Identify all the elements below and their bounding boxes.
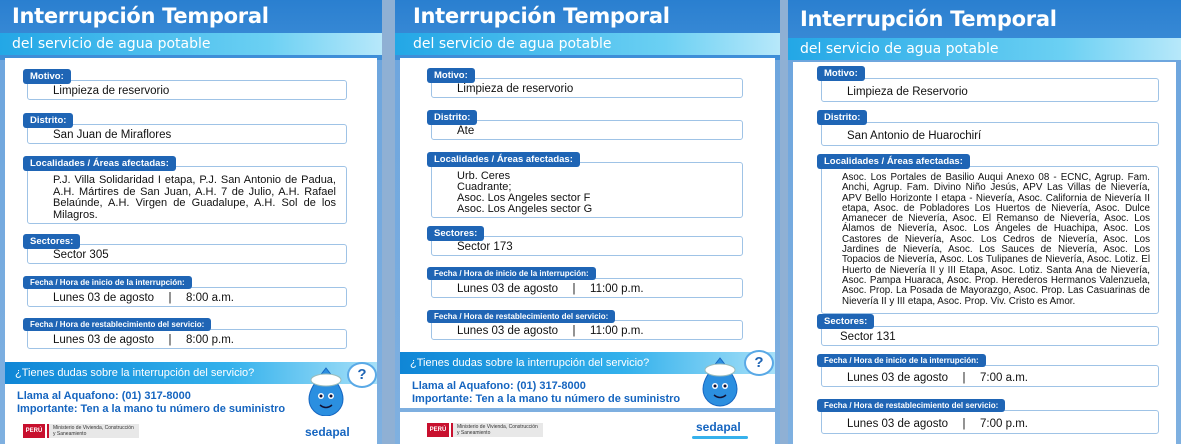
help-question: ¿Tienes dudas sobre la interrupción del servicio? <box>5 362 377 384</box>
question-bubble-icon: ? <box>347 362 377 388</box>
restab-date: Lunes 03 de agosto <box>847 418 949 430</box>
motivo-label: Motivo: <box>427 68 475 83</box>
separator: | <box>962 372 966 384</box>
aquafono-line: Llama al Aquafono: (01) 317-8000 <box>17 390 191 402</box>
question-bubble-icon: ? <box>744 350 774 376</box>
notice-panel-ate <box>395 0 780 444</box>
localidades-label: Localidades / Áreas afectadas: <box>23 156 176 171</box>
suministro-line: Importante: Ten a la mano tu número de suministro <box>412 393 681 405</box>
inicio-time: 7:00 a.m. <box>980 372 1028 384</box>
ministry-logo: Ministerio de Vivienda, Construcción y Saneamiento <box>47 424 139 438</box>
notice-card <box>400 58 775 352</box>
localidad-item: Cuadrante; <box>457 181 512 193</box>
water-drop-mascot-icon <box>303 366 349 418</box>
motivo-value: Limpieza de reservorio <box>431 78 743 98</box>
sedapal-wave-icon <box>692 436 748 439</box>
footer <box>5 416 377 444</box>
restablecimiento-value <box>27 329 347 349</box>
restablecimiento-label: Fecha / Hora de restablecimiento del servicio: <box>23 318 211 331</box>
distrito-value: San Antonio de Huarochirí <box>821 122 1159 146</box>
inicio-value <box>27 287 347 307</box>
separator: | <box>572 283 576 295</box>
sedapal-logo: sedapal <box>696 420 741 434</box>
separator: | <box>572 325 576 337</box>
notice-panel-huarochiri <box>788 0 1181 444</box>
separator: | <box>168 334 172 346</box>
aquafono-line: Llama al Aquafono: (01) 317-8000 <box>412 380 586 392</box>
localidades-label: Localidades / Áreas afectadas: <box>427 152 580 167</box>
help-box <box>400 352 775 408</box>
sectores-label: Sectores: <box>427 226 484 241</box>
help-box <box>5 362 377 418</box>
sectores-value: Sector 131 <box>821 326 1159 346</box>
panel-title: Interrupción Temporal <box>12 4 269 28</box>
localidades-label: Localidades / Áreas afectadas: <box>817 154 970 169</box>
ministry-logo: Ministerio de Vivienda, Construcción y Saneamiento <box>451 423 543 437</box>
restab-time: 7:00 p.m. <box>980 418 1028 430</box>
localidades-value: P.J. Villa Solidaridad I etapa, P.J. San Antonio de Padua, A.H. Mártires de San Juan, A.H. 7 de Julio, A.H. Rafael Belaúnde, A.H. Virgen de Guadalupe, A.H. Sol de los Milagros. <box>27 166 347 224</box>
notice-panel-san-juan <box>0 0 382 444</box>
restablecimiento-label: Fecha / Hora de restablecimiento del servicio: <box>817 399 1005 412</box>
restablecimiento-value <box>821 410 1159 434</box>
panel-subtitle: del servicio de agua potable <box>413 36 612 52</box>
sedapal-logo: sedapal <box>305 425 350 439</box>
sectores-value: Sector 173 <box>431 236 743 256</box>
sectores-label: Sectores: <box>817 314 874 329</box>
panel-title: Interrupción Temporal <box>413 4 670 28</box>
motivo-value: Limpieza de Reservorio <box>821 78 1159 102</box>
restablecimiento-label: Fecha / Hora de restablecimiento del servicio: <box>427 310 615 323</box>
separator: | <box>168 292 172 304</box>
sectores-label: Sectores: <box>23 234 80 249</box>
peru-logo: PERÚ <box>23 424 45 438</box>
restab-date: Lunes 03 de agosto <box>457 325 559 337</box>
separator: | <box>962 418 966 430</box>
inicio-date: Lunes 03 de agosto <box>53 292 155 304</box>
localidades-value <box>431 162 743 218</box>
localidades-value: Asoc. Los Portales de Basilio Auqui Anexo 08 - ECNC, Agrup. Fam. Anchi, Agrup. Fam. Divino Niño Jesús, APV Las Villas de Nievería, APV Bello Horizonte I etapa - Nievería, Asoc. California de Nievería II etapa, Asoc. de Pobladores Los Huertos de Nievería, Asoc. Dulce Amanecer de Nievería, Asoc. El Remanso de Nievería, Asoc. Los Álamos de Nievería, Asoc. Los Ángeles de Huachipa, Asoc. Los Castores de Nievería, Asoc. Los Cedros de Nievería, Asoc. Los Jardines de Nievería, Asoc. Los Sauces de Nievería, Asoc. Los Topacios de Nievería, Asoc. Los Tulipanes de Nievería, Asoc. Lotiz. El Huerto de Nievería II y III Etapa, Asoc. Lotiz. Santa Ana de Nievería, Asoc. Pampa Huaraca, Asoc. Prop. Herederos Hermanos Valenzuela, Asoc. Prop. La Posada de Mayorazgo, Asoc. Prop. Las Casuarinas de Nievería II y III etapa, Asoc. Prop. Viv. Cristo es Amor. <box>821 166 1159 314</box>
inicio-value <box>821 365 1159 387</box>
localidad-item: Asoc. Los Angeles sector G <box>457 203 593 215</box>
distrito-label: Distrito: <box>427 110 477 125</box>
panel-title: Interrupción Temporal <box>800 7 1057 31</box>
distrito-label: Distrito: <box>23 113 73 128</box>
distrito-value: Ate <box>431 120 743 140</box>
restablecimiento-value <box>431 320 743 340</box>
restab-time: 8:00 p.m. <box>186 334 234 346</box>
distrito-label: Distrito: <box>817 110 867 125</box>
water-drop-mascot-icon <box>697 356 743 408</box>
motivo-label: Motivo: <box>817 66 865 81</box>
inicio-time: 11:00 p.m. <box>590 283 644 295</box>
distrito-value: San Juan de Miraflores <box>27 124 347 144</box>
inicio-label: Fecha / Hora de inicio de la interrupción: <box>817 354 986 367</box>
help-question: ¿Tienes dudas sobre la interrupción del servicio? <box>400 352 775 374</box>
suministro-line: Importante: Ten a la mano tu número de suministro <box>17 403 286 415</box>
inicio-label: Fecha / Hora de inicio de la interrupción: <box>427 267 596 280</box>
restab-date: Lunes 03 de agosto <box>53 334 155 346</box>
inicio-label: Fecha / Hora de inicio de la interrupción: <box>23 276 192 289</box>
peru-logo: PERÚ <box>427 423 449 437</box>
localidad-item: Asoc. Los Angeles sector F <box>457 192 591 204</box>
localidad-item: Urb. Ceres <box>457 170 511 182</box>
notice-card <box>793 62 1176 444</box>
restab-time: 11:00 p.m. <box>590 325 644 337</box>
footer <box>400 412 775 444</box>
inicio-time: 8:00 a.m. <box>186 292 234 304</box>
inicio-date: Lunes 03 de agosto <box>457 283 559 295</box>
motivo-value: Limpieza de reservorio <box>27 80 347 100</box>
sectores-value: Sector 305 <box>27 244 347 264</box>
inicio-value <box>431 278 743 298</box>
motivo-label: Motivo: <box>23 69 71 84</box>
panel-subtitle: del servicio de agua potable <box>800 41 999 57</box>
inicio-date: Lunes 03 de agosto <box>847 372 949 384</box>
panel-subtitle: del servicio de agua potable <box>12 36 211 52</box>
